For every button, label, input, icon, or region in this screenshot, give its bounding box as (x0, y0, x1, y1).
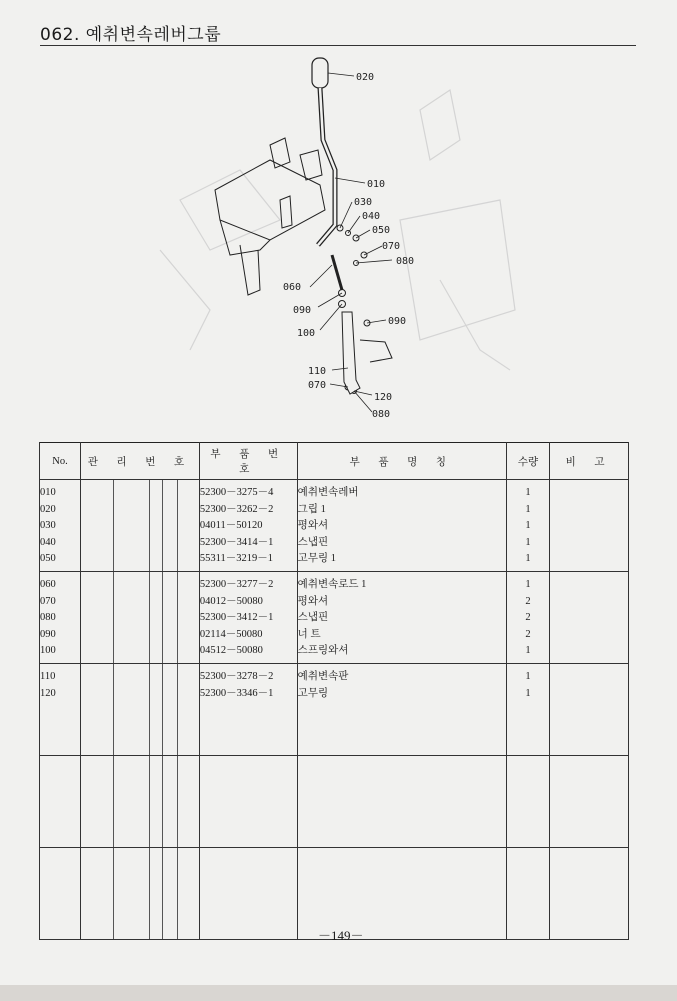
part-name-cell (297, 480, 506, 572)
callout-030: 030 (354, 197, 373, 208)
part-name: 스냅핀 (297, 536, 329, 548)
item-number: 110 (40, 671, 56, 682)
callout-100: 100 (297, 328, 316, 339)
sub-column-divider (162, 572, 163, 663)
remarks-cell (550, 756, 629, 848)
remarks-cell (550, 572, 629, 664)
sub-column-divider (113, 848, 114, 939)
management-number-cell (81, 756, 200, 848)
item-number: 060 (40, 579, 56, 590)
item-number: 120 (40, 687, 56, 699)
part-name: 예취변속레버 (297, 487, 359, 498)
quantity-cell (506, 848, 549, 940)
parts-table (39, 442, 629, 940)
item-number: 030 (40, 520, 56, 531)
item-number: 100 (40, 645, 56, 656)
part-name: 스냅핀 (297, 612, 329, 623)
header-management-number: 관 리 번 호 (81, 443, 200, 480)
sub-column-divider (113, 572, 114, 663)
part-number-cell (199, 664, 297, 756)
quantity: 1 (525, 579, 531, 590)
sub-column-divider (177, 664, 178, 755)
part-name-cell (297, 664, 506, 756)
item-number-cell (40, 664, 81, 756)
part-name-cell (297, 572, 506, 664)
part-number-cell (199, 572, 297, 664)
callout-060: 060 (283, 282, 302, 293)
part-number: 52300－3346－1 (199, 687, 274, 699)
item-number-cell (40, 756, 81, 848)
part-name: 그립 1 (297, 503, 326, 515)
item-number-cell (40, 480, 81, 572)
part-number: 52300－3412－1 (199, 612, 274, 623)
shift-plate-part (342, 312, 360, 394)
quantity-cell (506, 664, 549, 756)
item-number: 050 (40, 553, 56, 564)
quantity: 1 (525, 520, 531, 531)
management-number-cell (81, 848, 200, 940)
callout-080: 080 (396, 256, 415, 267)
item-number-cell (40, 572, 81, 664)
remarks-cell (550, 480, 629, 572)
title-rule (40, 45, 636, 46)
part-name-cell (297, 756, 506, 848)
sub-column-divider (149, 572, 150, 663)
header-no: No. (40, 443, 81, 480)
quantity: 1 (525, 645, 531, 656)
header-quantity: 수량 (506, 443, 549, 480)
parts-group (40, 756, 629, 848)
callout-080b: 080 (372, 409, 391, 420)
header-remarks: 비 고 (550, 443, 629, 480)
callout-070: 070 (382, 241, 401, 252)
part-number-cell (199, 480, 297, 572)
parts-group (40, 480, 629, 572)
callout-040: 040 (362, 211, 381, 222)
item-number: 090 (40, 628, 56, 640)
remarks-cell (550, 664, 629, 756)
part-number: 52300－3275－4 (199, 487, 274, 498)
quantity: 2 (525, 612, 531, 623)
sub-column-divider (149, 480, 150, 571)
part-number: 52300－3262－2 (199, 503, 274, 515)
part-number-cell (199, 756, 297, 848)
remarks-cell (550, 848, 629, 940)
quantity: 1 (525, 687, 531, 699)
header-part-name: 부 품 명 칭 (297, 443, 506, 480)
parts-group (40, 664, 629, 756)
header-part-number: 부 품 번 호 (199, 443, 297, 480)
quantity-cell (506, 480, 549, 572)
rod-part (332, 255, 342, 290)
sub-column-divider (162, 756, 163, 847)
callout-070b: 070 (308, 380, 327, 391)
callout-020: 020 (356, 72, 375, 83)
item-number: 010 (40, 487, 56, 498)
sub-column-divider (113, 480, 114, 571)
quantity: 1 (525, 553, 531, 564)
sub-column-divider (162, 664, 163, 755)
part-name: 예취변속판 (297, 671, 349, 682)
callout-010: 010 (367, 179, 386, 190)
sub-column-divider (177, 848, 178, 939)
management-number-cell (81, 572, 200, 664)
parts-group (40, 572, 629, 664)
item-number: 070 (40, 595, 56, 607)
sub-column-divider (177, 480, 178, 571)
sub-column-divider (149, 756, 150, 847)
sub-column-divider (113, 664, 114, 755)
part-number: 02114－50080 (199, 628, 263, 640)
part-number-cell (199, 848, 297, 940)
management-number-cell (81, 664, 200, 756)
item-number: 080 (40, 612, 56, 623)
quantity: 1 (525, 503, 531, 515)
sub-column-divider (149, 848, 150, 939)
part-number: 55311－3219－1 (199, 553, 273, 564)
part-name: 평와셔 (297, 520, 329, 531)
callout-050: 050 (372, 225, 391, 236)
item-number: 040 (40, 536, 56, 548)
grip-part (312, 58, 328, 88)
quantity-cell (506, 756, 549, 848)
part-number: 04012－50080 (199, 595, 263, 607)
quantity: 1 (525, 536, 531, 548)
quantity: 2 (525, 595, 531, 607)
callout-090b: 090 (388, 316, 407, 327)
sub-column-divider (113, 756, 114, 847)
frame-bracket (215, 138, 325, 295)
scan-edge (0, 985, 677, 1001)
part-name: 너 트 (297, 628, 321, 640)
item-number: 020 (40, 503, 56, 515)
part-number: 52300－3277－2 (199, 579, 274, 590)
page-number: －149－ (318, 928, 364, 943)
part-number: 52300－3278－2 (199, 671, 274, 682)
callout-110: 110 (308, 366, 327, 377)
part-name: 예취변속로드 1 (297, 579, 367, 590)
sub-column-divider (177, 572, 178, 663)
part-name: 고무링 (297, 687, 329, 699)
quantity-cell (506, 572, 549, 664)
part-number: 52300－3414－1 (199, 536, 274, 548)
sub-column-divider (177, 756, 178, 847)
quantity: 2 (525, 628, 531, 640)
management-number-cell (81, 480, 200, 572)
quantity: 1 (525, 487, 531, 498)
part-name: 스프링와셔 (297, 645, 349, 656)
exploded-parts-diagram (120, 50, 540, 430)
sub-column-divider (162, 480, 163, 571)
sub-column-divider (149, 664, 150, 755)
callout-090: 090 (293, 305, 312, 316)
callout-120: 120 (374, 392, 393, 403)
part-number: 04512－50080 (199, 645, 263, 656)
part-number: 04011－50120 (199, 520, 263, 531)
quantity: 1 (525, 671, 531, 682)
part-name: 고무링 1 (297, 553, 336, 564)
item-number-cell (40, 848, 81, 940)
page-title: 062. 예취변속레버그룹 (40, 25, 222, 45)
part-name: 평와셔 (297, 595, 329, 607)
sub-column-divider (162, 848, 163, 939)
